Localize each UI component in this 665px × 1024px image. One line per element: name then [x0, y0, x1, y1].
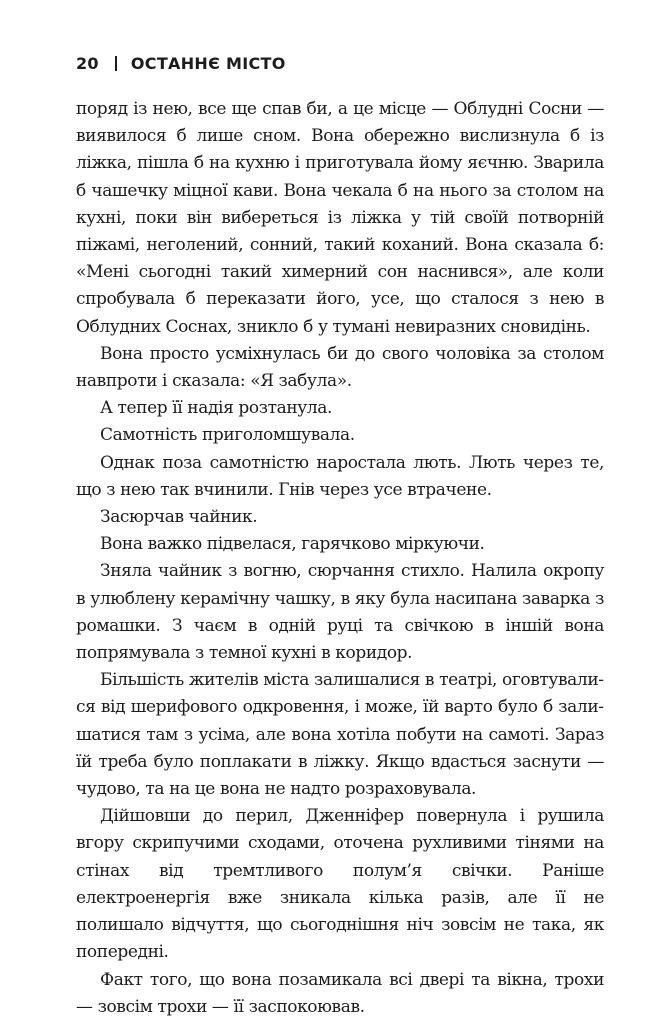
book-title: ОСТАННЄ МІСТО — [130, 54, 286, 73]
paragraph: Вона важко підвелася, гарячково міркуючи. — [100, 534, 485, 555]
header-separator — [115, 56, 117, 71]
paragraph: Зняла чайник з вогню, сюрчання стихло. Налила окропу в улюблену керамічну чашку, в яку була насипана заварка з ромашки. З чаєм в одній руці та свічкою в іншій вона попрямувала з темної кухні в коридор. — [76, 561, 604, 664]
paragraph: Факт того, що вона позамикала всі двері та вікна, трохи — зовсім трохи — її заспокоював. — [76, 969, 604, 1017]
paragraph: Вона просто усміхнулась би до свого чоловіка за столом навпроти і сказала: «Я забула». — [76, 343, 604, 392]
paragraph: Більшість жителів міста залишалися в театрі, оговтувалися від шерифового одкровення, і може, їй варто було б залишатися там з усіма, але вона хотіла побути на самоті. Зараз їй треба було поплакати в ліжку. Якщо вдасться заснути — чудово, та на це вона не надто розраховувала. — [76, 670, 604, 800]
page-number: 20 — [76, 54, 99, 73]
paragraph: Самотність приголомшувала. — [100, 425, 355, 446]
running-head — [76, 54, 286, 73]
paragraph: А тепер її надія розтанула. — [100, 398, 332, 419]
paragraph: поряд із нею, все ще спав би, а це місце — Облудні Сосни — виявилося б лише сном. Вона обережно вислизнула б із ліжка, пішла б на кухню і приготувала йому яєчню. Зварила б чашечку міцної кави. Вона чекала б на нього за столом на кухні, поки він вибереться із ліжка у тій своїй потворній піжамі, неголений, сонний, такий коханий. Вона сказала б: «Мені сьогодні такий химерний сон наснився», але коли спробувала б переказати його, усе, що сталося з нею в Облудних Соснах, зникло б у тумані невиразних сновидінь. — [76, 99, 604, 337]
paragraph: Однак поза самотністю наростала лють. Лють через те, що з нею так вчинили. Гнів через усе втрачене. — [76, 452, 604, 500]
paragraph: Дійшовши до перил, Дженніфер повернула і рушила вгору скрипучими сходами, оточена рухливими тінями на стінах від тремтливого полум’я свічки. Раніше електроенергія вже зникала кілька разів, але її не полишало відчуття, що сьогоднішня ніч зовсім не така, як попередні. — [76, 806, 604, 963]
body-text — [76, 96, 604, 1021]
paragraph: Засюрчав чайник. — [100, 507, 258, 528]
